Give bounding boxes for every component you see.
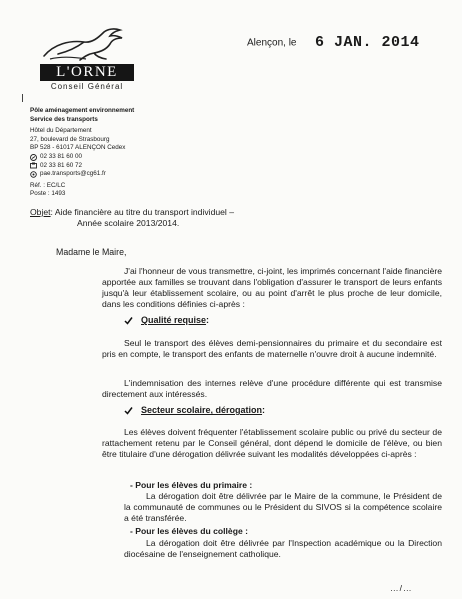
address-line: BP 528 - 61017 ALENÇON Cedex [30,144,126,152]
section-colon: : [206,315,210,325]
qualite-paragraph-1: Seul le transport des élèves demi-pensionnaires du primaire et du secondaire est pris en compte, le transport des enfants de maternelle n'ouvre droit à aucune indemnité. [102,338,442,359]
brand-name: L'ORNE [40,64,134,81]
primaire-paragraph: La dérogation doit être délivrée par le Maire de la commune, le Président de la communauté de communes ou le Président du SIVOS si la compétence scolaire a été transférée. [124,491,442,523]
checkmark-icon [124,316,133,325]
margin-mark [22,94,23,102]
sender-block [30,107,210,179]
address-line: Hôtel du Département [30,127,92,135]
fax-number: 02 33 81 60 72 [40,161,83,169]
college-paragraph: La dérogation doit être délivrée par l'Inspection académique ou la Direction diocésaine de l'enseignement catholique. [124,538,442,559]
college-heading: - Pour les élèves du collège : [130,526,248,536]
date-stamp: 6 JAN. 2014 [314,34,420,52]
fax-icon [30,162,37,169]
qualite-paragraph-2: L'indemnisation des internes relève d'une procédure différente qui est transmise directement aux intéressés. [102,378,442,399]
address-line: 27, boulevard de Strasbourg [30,135,110,143]
subject-line-1: : Aide financière au titre du transport individuel – [50,207,234,217]
email-line [30,170,210,179]
checkmark-icon [124,406,133,415]
reference: Réf. : EC/LC [30,182,66,189]
conseil-general-logo [40,26,134,91]
section-title: Secteur scolaire, dérogation [141,405,263,415]
mail-icon [30,171,37,178]
email-address: pae.transports@cg61.fr [40,170,106,178]
subject-line-2: Année scolaire 2013/2014. [77,217,180,228]
dateline [247,34,447,52]
subject [30,207,440,228]
sender-service: Service des transports [30,115,98,123]
salutation: Madame le Maire, [56,247,127,257]
section-title: Qualité requise [141,315,207,325]
horse-icon [40,26,134,62]
intro-paragraph: J'ai l'honneur de vous transmettre, ci-joint, les imprimés concernant l'aide financière apportée aux familles se trouvant dans l'obligation d'assurer le transport de leurs enfants jusqu'à leur établissement scolaire, ou au point d'arrêt le plus proche de leur domicile, dans les conditions définies ci-après : [102,266,442,309]
fax-line [30,162,210,171]
phone-icon [30,154,37,161]
section-heading-qualite [124,315,209,325]
place: Alençon, le [247,37,297,49]
reference-block [30,182,65,198]
phone-line [30,153,210,162]
page-continuation: …/… [390,583,413,593]
primaire-heading: - Pour les élèves du primaire : [130,480,253,490]
sender-department: Pôle aménagement environnement [30,107,135,114]
brand-subtitle: Conseil Général [50,82,124,91]
poste: Poste : 1493 [30,190,66,197]
subject-label: Objet [30,207,51,217]
section-heading-secteur [124,405,265,415]
phone-number: 02 33 81 60 00 [40,152,83,160]
section-colon: : [262,405,266,415]
secteur-paragraph: Les élèves doivent fréquenter l'établissement scolaire public ou privé du secteur de rattachement retenu par le Conseil général, dont dépend le domicile de l'élève, ou bien être titulaire d'une dérogation délivrée suivant les modalités développées ci-après : [102,427,442,459]
